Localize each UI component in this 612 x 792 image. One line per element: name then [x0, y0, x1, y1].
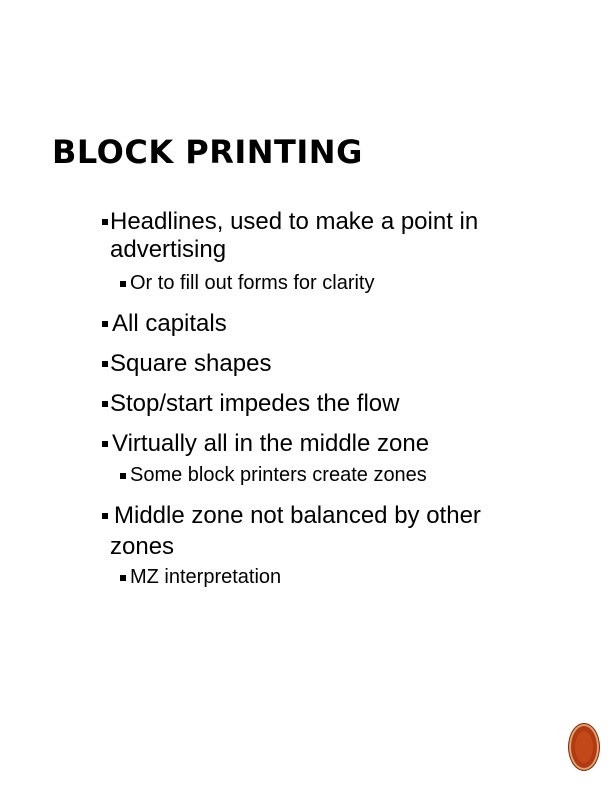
slide-title: BLOCK PRINTING: [52, 133, 363, 171]
bullet-text-continuation: advertising: [110, 236, 227, 263]
bullet-marker: [102, 361, 108, 367]
bullet-text: All capitals: [112, 310, 227, 337]
bullet-marker: [102, 441, 108, 447]
sub-bullet-marker: [120, 473, 126, 479]
bullet-text: Virtually all in the middle zone: [112, 430, 430, 457]
sub-bullet-text: MZ interpretation: [130, 566, 282, 588]
bullet-marker: [102, 513, 108, 519]
sub-bullet-text: Or to fill out forms for clarity: [130, 272, 375, 294]
badge-inner-shape: [575, 731, 593, 763]
bullet-marker: [102, 401, 108, 407]
bullet-marker: [102, 219, 108, 225]
bullet-text: Stop/start impedes the flow: [110, 390, 400, 417]
bullet-text: Middle zone not balanced by other: [114, 502, 481, 529]
sub-bullet-marker: [120, 575, 126, 581]
sub-bullet-marker: [120, 281, 126, 287]
bullet-text: Headlines, used to make a point in: [110, 208, 479, 235]
decorative-badge-icon: [569, 724, 599, 770]
bullet-text: Square shapes: [110, 350, 272, 377]
sub-bullet-text: Some block printers create zones: [130, 464, 427, 486]
bullet-marker: [102, 321, 108, 327]
bullet-text-continuation: zones: [110, 533, 175, 560]
